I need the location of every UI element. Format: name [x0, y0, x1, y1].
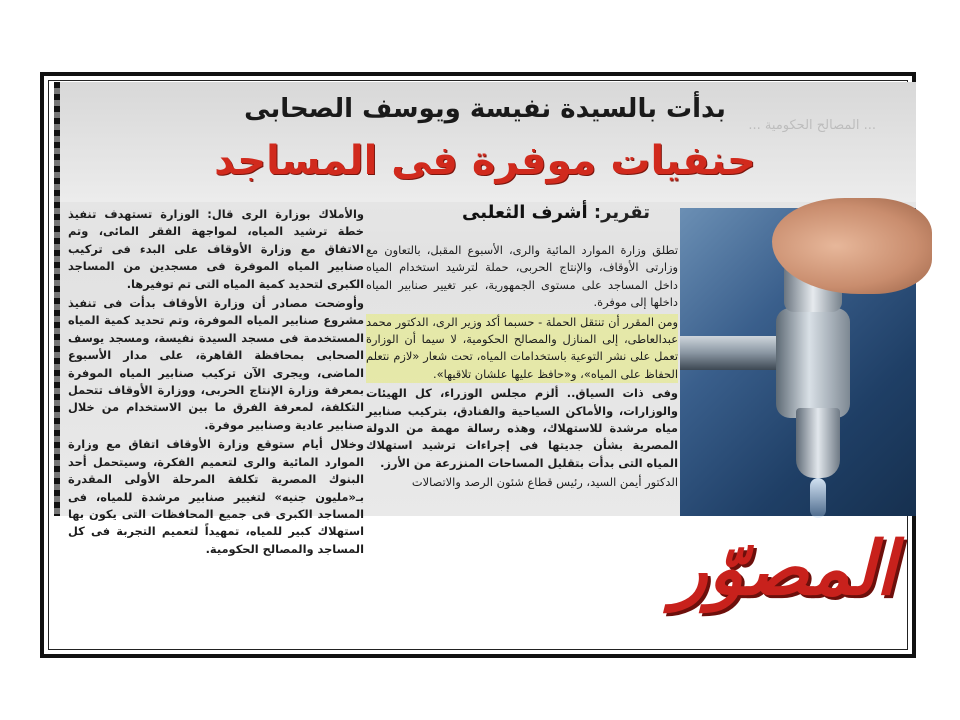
faucet-body [776, 308, 850, 418]
paragraph: وفى ذات السياق.. ألزم مجلس الوزراء، كل الهيئات والوزارات، والأماكن السياحية والفنادق، بتركيب صنابير مياه مرشدة للاستهلاك، وهذه رسالة مهمة من الدولة المصرية بشأن جديتها فى إجراءات ترشيد استهلاك المياه التى بدأت بتقليل المساحات المنزرعة من الأرز. [366, 386, 678, 470]
magazine-logo: المصوّر [671, 526, 896, 612]
article-byline [326, 202, 650, 223]
faucet-spout [796, 408, 840, 478]
faded-header-text: ... المصالح الحكومية ... [748, 118, 876, 133]
paragraph: تطلق وزارة الموارد المائية والرى، الأسبوع المقبل، بالتعاون مع وزارتى الأوقاف، والإنتاج الحربى، حملة لترشيد استخدام المياه داخل المساجد على مستوى الجمهورية، عبر تغيير صنابير المياه داخلها إلى موفرة. [366, 243, 678, 310]
page-frame [40, 72, 916, 658]
article-headline: حنفيات موفرة فى المساجد [214, 138, 756, 184]
paragraph: والأملاك بوزارة الرى قال: الوزارة تستهدف تنفيذ خطة ترشيد المياه، لمواجهة الفقر المائى، وتم الاتفاق مع وزارة الأوقاف على البدء فى تركيب صنابير المياه الموفرة فى مسجدين من المساجد الكبرى لتحديد كمية المياه التى تم توفيرها. [68, 207, 364, 291]
paragraph: الدكتور أيمن السيد، رئيس قطاع شئون الرصد والاتصالات [411, 475, 678, 490]
water-drop [810, 478, 826, 518]
article-column-left [68, 206, 364, 560]
article-kicker: بدأت بالسيدة نفيسة ويوسف الصحابى [244, 94, 726, 124]
byline-name: أشرف الثعلبى [462, 202, 588, 223]
article-column-right [366, 242, 678, 494]
paragraph: وأوضحت مصادر أن وزارة الأوقاف بدأت فى تنفيذ مشروع صنابير المياه الموفرة، وتم تحديد كمية المياه المستخدمة فى مسجد السيدة نفيسة، ومسجد يوسف الصحابى بمحافظة القاهرة، على مدار الأسبوع الماضى، ويجرى الآن تركيب صنابير المياه الموفرة بمعرفة وزارة الإنتاج الحربى، ووزارة الأوقاف تتحمل التكلفة، لمعرفة الفرق ما بين الاستخدام من خلال صنابير عادية وصنابير موفرة. [68, 296, 364, 432]
paragraph: ومن المقرر أن تنتقل الحملة - حسبما أكد وزير الرى، الدكتور محمد عبدالعاطى، إلى المنازل والمصالح الحكومية، لا سيما أن الوزارة تعمل على نشر التوعية باستخدامات المياه، تحت شعار «لازم نتعلم الحفاظ على المياه»، و«حافظ عليها علشان تلاقيها». [366, 314, 678, 384]
newspaper-clipping [54, 82, 916, 556]
faucet-photo [680, 208, 916, 516]
byline-tag: تقرير: [593, 202, 650, 223]
paragraph: وخلال أيام ستوقع وزارة الأوقاف اتفاق مع وزارة الموارد المائية والرى لتعميم الفكرة، وسيتحمل أحد البنوك المصرية تكلفة المرحلة الأولى المقدرة بـ«مليون جنيه» لتغيير صنابير مرشدة للمياه، فى المساجد الكبرى فى جميع المحافظات التى يكون بها استهلاك كبير للمياه، تمهيداً لتعميم التجربة فى كل المساجد والمصالح الحكومية. [68, 437, 364, 556]
